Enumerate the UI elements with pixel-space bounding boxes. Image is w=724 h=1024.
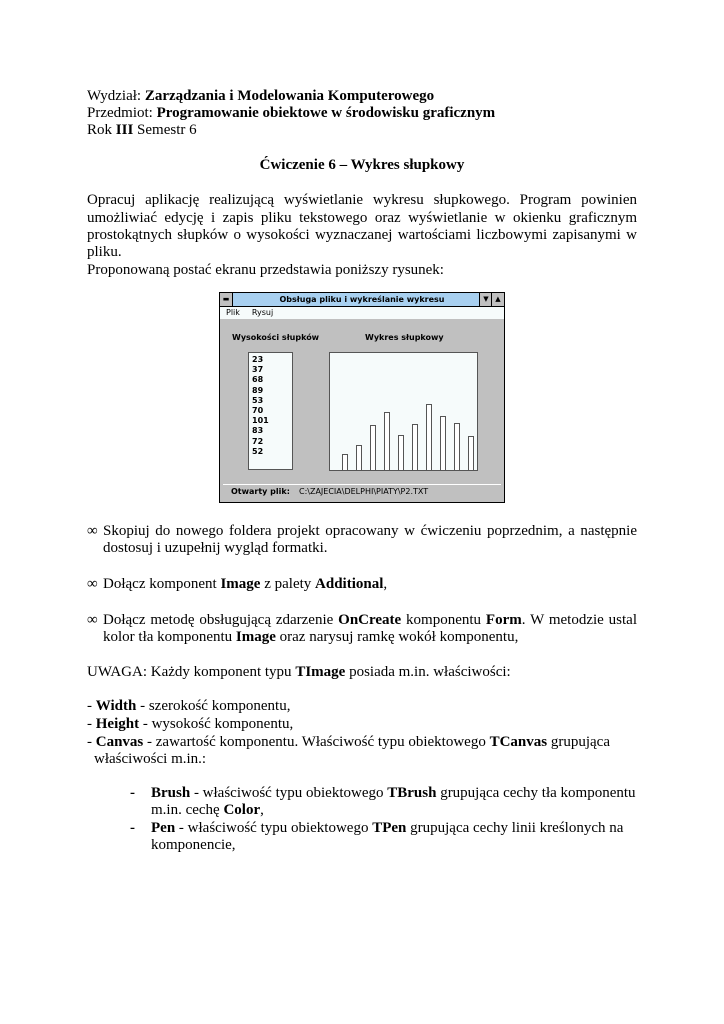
year-line: Rok III Semestr 6 <box>87 122 197 138</box>
value-item: 101 <box>252 416 269 426</box>
faculty-line: Wydział: Zarządzania i Modelowania Komputerowego <box>87 88 435 104</box>
subject-line: Przedmiot: Programowanie obiektowe w środowisku graficznym <box>87 105 496 121</box>
chart-bar <box>440 416 446 470</box>
values-memo[interactable] <box>248 352 293 470</box>
note-line: UWAGA: Każdy komponent typu TImage posiada m.in. właściwości: <box>87 664 511 680</box>
prop-width: - Width - szerokość komponentu, <box>87 698 291 714</box>
intro-line: prostokątnych słupków o wysokości wyznaczanej wartościami liczbowymi zapisanymi w <box>87 227 637 243</box>
window-title: Obsługa pliku i wykreślanie wykresu <box>279 295 445 304</box>
dash-icon: - <box>130 785 135 801</box>
sub-brush-line2: m.in. cechę Color, <box>151 802 264 818</box>
app-window-screenshot <box>219 292 505 503</box>
menu-plik[interactable]: Plik <box>226 308 240 317</box>
proposal-line: Proponowaną postać ekranu przedstawia poniższy rysunek: <box>87 262 444 278</box>
value-item: 70 <box>252 406 264 416</box>
prop-height: - Height - wysokość komponentu, <box>87 716 294 732</box>
menu-rysuj[interactable]: Rysuj <box>251 308 274 317</box>
prop-canvas: - Canvas - zawartość komponentu. Właściwość typu obiektowego TCanvas grupująca <box>87 734 610 750</box>
system-menu-icon[interactable]: ▬ <box>220 293 233 306</box>
chart-label: Wykres słupkowy <box>365 333 444 342</box>
status-label: Otwarty plik: <box>231 487 290 496</box>
intro-line: pliku. <box>87 244 122 260</box>
minimize-icon[interactable]: ▼ <box>479 293 492 306</box>
sub-pen-line2: komponencie, <box>151 837 236 853</box>
value-item: 23 <box>252 355 264 364</box>
status-bar <box>223 484 501 499</box>
bullet-icon: ∞ <box>87 523 98 539</box>
bullet-2: Dołącz komponent Image z palety Additional, <box>103 576 388 592</box>
value-item: 68 <box>252 375 264 385</box>
prop-canvas-line2: właściwości m.in.: <box>94 751 207 767</box>
chart-bar <box>398 435 404 470</box>
value-item: 89 <box>252 385 264 395</box>
chart-bar <box>370 425 376 470</box>
sub-brush: Brush - właściwość typu obiektowego TBrush grupująca cechy tła komponentu <box>151 785 636 801</box>
chart-bar <box>426 404 432 470</box>
value-item: 37 <box>252 365 264 375</box>
bullet-3-line: Dołącz metodę obsługującą zdarzenie OnCreate komponentu Form. W metodzie ustal <box>103 612 637 628</box>
chart-bar <box>412 424 418 470</box>
bullet-1-line: dostosuj i uzupełnij wygląd formatki. <box>103 540 328 556</box>
value-item: 52 <box>252 446 264 456</box>
maximize-icon[interactable]: ▲ <box>491 293 504 306</box>
exercise-title: Ćwiczenie 6 – Wykres słupkowy <box>259 157 465 173</box>
bullet-1-line: Skopiuj do nowego foldera projekt opracowany w ćwiczeniu poprzednim, a następnie <box>103 523 637 539</box>
bar-chart <box>329 352 478 471</box>
sub-pen: Pen - właściwość typu obiektowego TPen grupująca cechy linii kreślonych na <box>151 820 624 836</box>
chart-bar <box>356 445 362 470</box>
title-bar <box>220 293 504 307</box>
list-label: Wysokości słupków <box>232 333 320 342</box>
chart-bar <box>454 423 460 470</box>
chart-bar <box>342 454 348 470</box>
value-item: 72 <box>252 436 264 446</box>
intro-line: Opracuj aplikację realizującą wyświetlanie wykresu słupkowego. Program powinien <box>87 192 637 208</box>
bullet-3-line: kolor tła komponentu Image oraz narysuj ramkę wokół komponentu, <box>103 629 519 645</box>
value-item: 53 <box>252 395 264 405</box>
intro-line: umożliwiać edycję i zapis pliku tekstowego oraz wyświetlanie w okienku graficznym <box>87 209 637 226</box>
menu-bar <box>220 307 504 319</box>
chart-bar <box>468 436 474 470</box>
bullet-icon: ∞ <box>87 612 98 628</box>
bullet-icon: ∞ <box>87 576 98 592</box>
value-item: 83 <box>252 426 264 436</box>
status-file: C:\ZAJECIA\DELPHI\PIATY\P2.TXT <box>299 487 429 496</box>
chart-bar <box>384 412 390 470</box>
dash-icon: - <box>130 820 135 836</box>
